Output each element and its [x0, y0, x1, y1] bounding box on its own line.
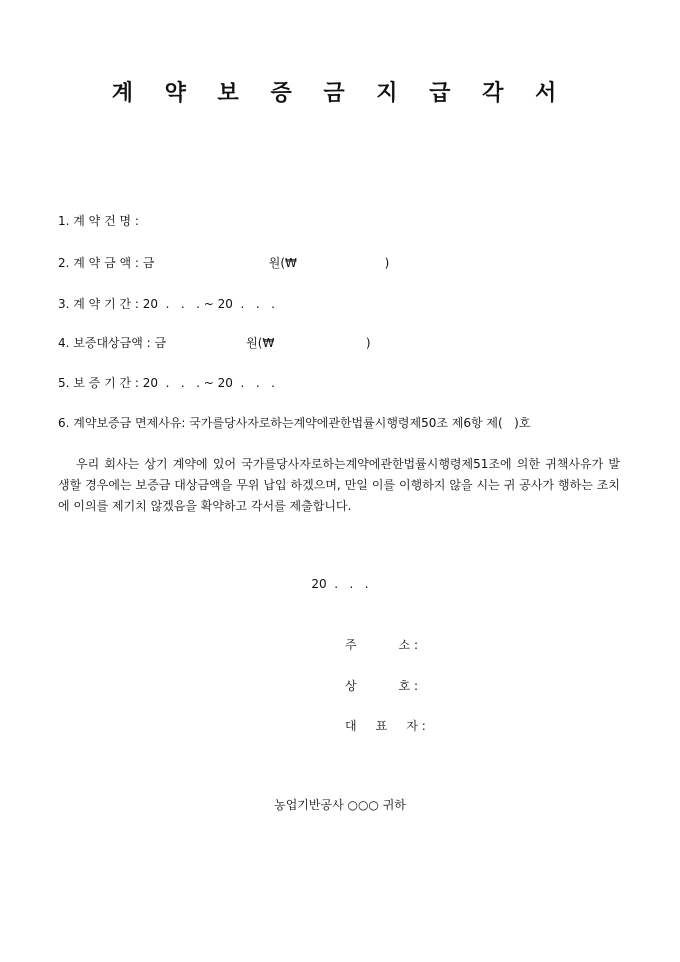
field-guarantee-period: 5. 보 증 기 간 : 20 . . . ~ 20 . . . — [58, 376, 275, 390]
signature-representative: 대 표 자 : — [345, 719, 426, 733]
page-title: 계 약 보 증 금 지 급 각 서 — [111, 80, 569, 106]
field-contract-name: 1. 계 약 건 명 : — [58, 214, 139, 228]
pledge-paragraph: 우리 회사는 상기 계약에 있어 국가를당사자로하는계약에관한법률시행령제51조에 의한 귀책사유가 발생할 경우에는 보증금 대상금액을 무위 납입 하겠으며, 만일 이를 이행하지 않을 시는 귀 공사가 행하는 조치에 이의를 제기치 않겠음을 확약하고 각서를 제출합니다. — [58, 457, 620, 513]
field-exemption-reason: 6. 계약보증금 면제사유: 국가를당사자로하는계약에관한법률시행령제50조 제6항 제( )호 — [58, 416, 531, 430]
date-line: 20 . . . — [311, 577, 369, 591]
recipient-line: 농업기반공사 ○○○ 귀하 — [274, 798, 406, 812]
signature-company: 상 호 : — [345, 679, 419, 693]
field-contract-amount: 2. 계 약 금 액 : 금 원(₩ ) — [58, 256, 390, 270]
field-contract-period: 3. 계 약 기 간 : 20 . . . ~ 20 . . . — [58, 297, 275, 311]
signature-address: 주 소 : — [345, 638, 419, 652]
field-guarantee-amount: 4. 보증대상금액 : 금 원(₩ ) — [58, 336, 371, 350]
